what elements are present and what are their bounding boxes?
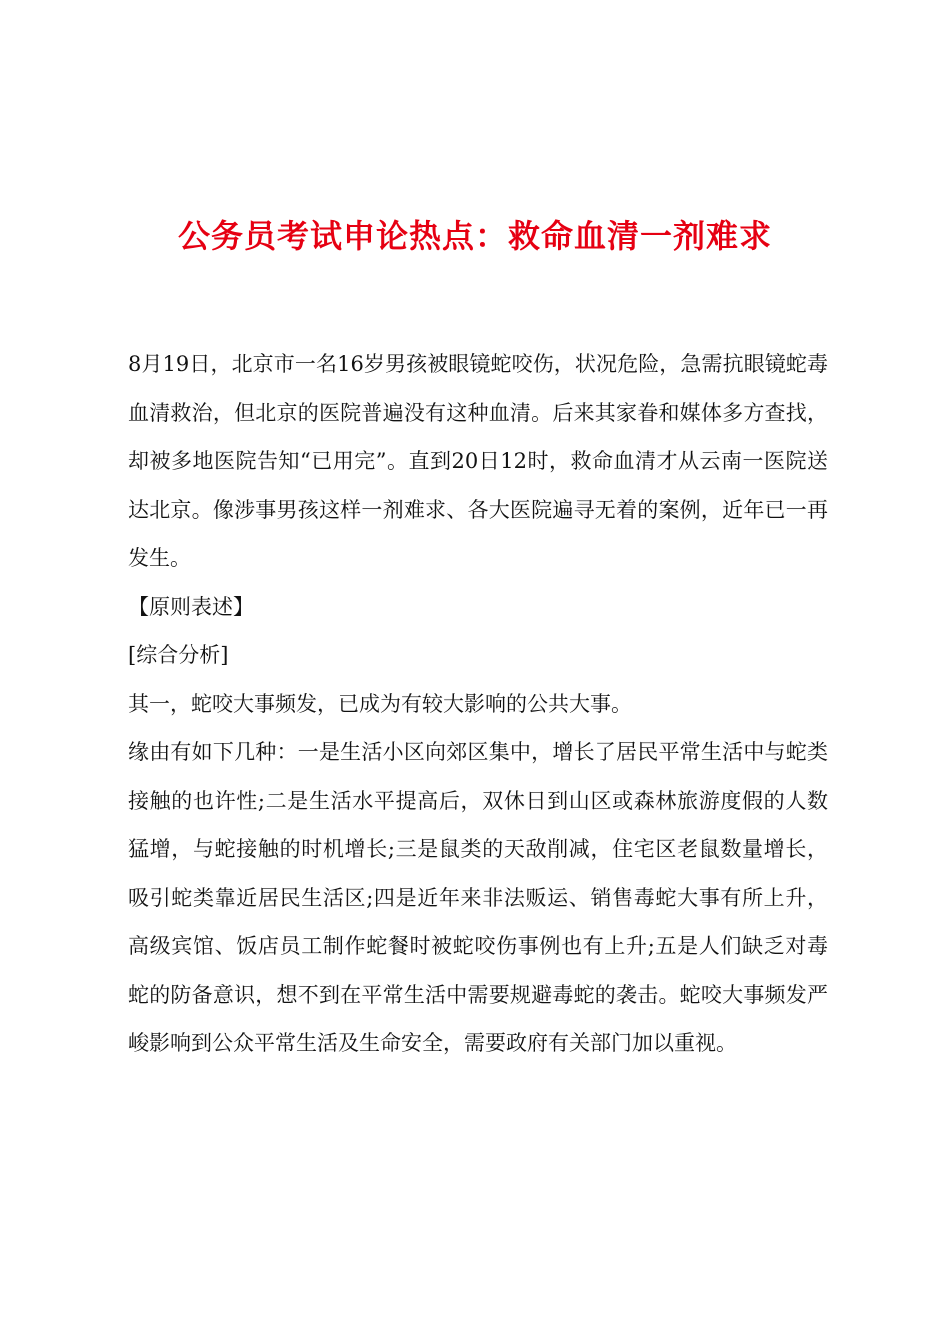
paragraph-news-intro: 8月19日，北京市一名16岁男孩被眼镜蛇咬伤，状况危险，急需抗眼镜蛇毒血清救治，但北京的医院普遍没有这种血清。后来其家眷和媒体多方查找，却被多地医院告知“已用完”。直到20日12时，救命血清才从云南一医院送达北京。像涉事男孩这样一剂难求、各大医院遍寻无着的案例，近年已一再发生。 [128,352,828,570]
paragraph-point-one: 其一，蛇咬大事频发，已成为有较大影响的公共大事。 [128,691,632,716]
document-title: 公务员考试申论热点：救命血清一剂难求 [177,217,772,255]
paragraph-analysis-heading: [综合分析] [128,643,229,667]
paragraph-principle-heading: 【原则表述】 [128,594,254,619]
document-body [128,340,828,1068]
paragraph-reasons: 缘由有如下几种：一是生活小区向郊区集中，增长了居民平常生活中与蛇类接触的也许性;二是生活水平提高后，双休日到山区或森林旅游度假的人数猛增，与蛇接触的时机增长;三是鼠类的天敌削减，住宅区老鼠数量增长，吸引蛇类靠近居民生活区;四是近年来非法贩运、销售毒蛇大事有所上升，高级宾馆、饭店员工制作蛇餐时被蛇咬伤事例也有上升;五是人们缺乏对毒蛇的防备意识，想不到在平常生活中需要规避毒蛇的袭击。蛇咬大事频发严峻影响到公众平常生活及生命安全，需要政府有关部门加以重视。 [128,740,828,1055]
